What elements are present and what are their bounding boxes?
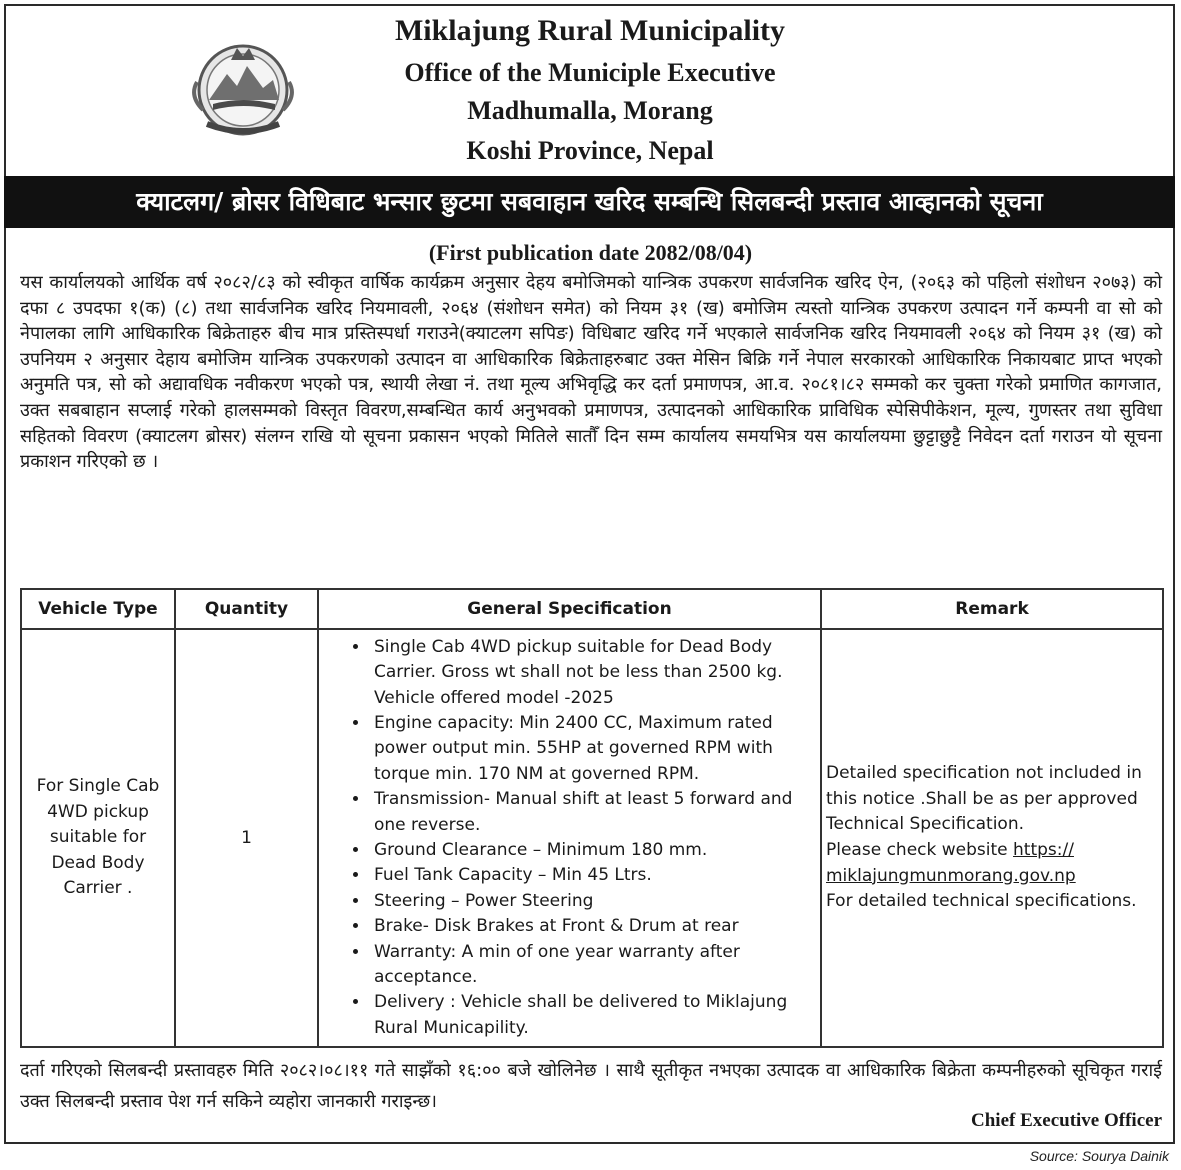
source-credit: Source: Sourya Dainik (1029, 1148, 1169, 1164)
spec-item: • Engine capacity: Min 2400 CC, Maximum rated power output min. 55HP at governed RPM with torque min. 170 NM at governed RPM. (370, 711, 819, 787)
remark-footer-text: For detailed technical specifications. (826, 891, 1137, 912)
header-remark: Remark (821, 589, 1163, 629)
notice-title-banner: क्याटलग/ ब्रोसर विधिबाट भन्सार छुटमा सबवाहान खरिद सम्बन्धि सिलबन्दी प्रस्ताव आव्हानको सूचना (4, 176, 1175, 228)
spec-item: • Warranty: A min of one year warranty after acceptance. (370, 940, 819, 991)
spec-item: • Ground Clearance – Minimum 180 mm. (370, 838, 819, 863)
header-vehicle-type: Vehicle Type (21, 589, 175, 629)
cell-general-specification (318, 629, 821, 1047)
specification-table (20, 588, 1164, 1048)
spec-item: • Single Cab 4WD pickup suitable for Dead Body Carrier. Gross wt shall not be less than 2500 kg. Vehicle offered model -2025 (370, 635, 819, 711)
spec-item: • Transmission- Manual shift at least 5 forward and one reverse. (370, 787, 819, 838)
cell-vehicle-type: For Single Cab 4WD pickup suitable for Dead Body Carrier . (21, 629, 175, 1047)
publication-date: (First publication date 2082/08/04) (428, 240, 753, 265)
spec-item: • Fuel Tank Capacity – Min 45 Ltrs. (370, 863, 819, 888)
municipality-name: Miklajung Rural Municipality (394, 14, 786, 47)
office-province: Koshi Province, Nepal (466, 136, 714, 165)
spec-item: • Steering – Power Steering (370, 889, 819, 914)
remark-website-label: Please check website (826, 840, 1008, 860)
nepal-government-emblem-icon (183, 38, 303, 138)
header-quantity: Quantity (175, 589, 318, 629)
spec-item: • Brake- Disk Brakes at Front & Drum at rear (370, 914, 819, 939)
closing-paragraph: दर्ता गरिएको सिलबन्दी प्रस्तावहरु मिति २०८२।०८।११ गते साझँको १६:०० बजे खोलिनेछ । साथै सूतीकृत नभएका उत्पादक वा आधिकारिक बिक्रेता कम्पनीहरुको सूचिकृत गराई उक्त सिलबन्दी प्रस्ताव पेश गर्न सकिने व्यहोरा जानकारी गराइन्छ। (20, 1060, 1162, 1112)
cell-quantity: 1 (175, 629, 318, 1047)
spec-item: • Delivery : Vehicle shall be delivered to Miklajung Rural Municapility. (370, 990, 819, 1041)
specification-list (320, 635, 819, 1042)
notice-body-paragraph: यस कार्यालयको आर्थिक वर्ष २०८२/८३ को स्वीकृत वार्षिक कार्यक्रम अनुसार देहय बमोजिमको यान्त्रिक उपकरण सार्वजनिक खरिद ऐन, (२०६३ को पहिलो संशोधन २०७३) को दफा ८ उपदफा १(क) (८) तथा सार्वजनिक खरिद नियमावली, २०६४ (संशोधन समेत) को नियम ३१ (ख) बमोजिम त्यस्तो यान्त्रिक उपकरण उत्पादन गर्ने कम्पनी वा सो को नेपालका लागि आधिकारिक बिक्रेताहरु बीच मात्र प्रस्तिस्पर्धा गराउने(क्याटलग सपिङ) विधिबाट खरिद गर्ने भएकाले सार्वजनिक खरिद नियमावली २०६४ को नियम ३१ (ख) को उपनियम २ अनुसार देहाय बमोजिम यान्त्रिक उपकरणको उत्पादन वा आधिकारिक बिक्रेताहरुबाट उक्त मेसिन बिक्रि गर्ने नेपाल सरकारको आधिकारिक निकायबाट प्राप्त भएको अनुमति पत्र, सो को अद्यावधिक नवीकरण भएको पत्र, स्थायी लेखा नं. तथा मूल्य अभिवृद्धि कर दर्ता प्रमाणपत्र, आ.व. २०८१।८२ सम्मको कर चुक्ता गरेको प्रमाणित कागजात, उक्त सबबाहान सप्लाई गरेको हालसम्मको विस्तृत विवरण,सम्बन्धित कार्य अनुभवको प्रमाणपत्र, उत्पादनको आधिकारिक प्राविधिक स्पेसिपीकेशन, मूल्य, गुणस्तर तथा सुविधा सहितको विवरण (क्याटलग ब्रोसर) संलग्न राखि यो सूचना प्रकासन भएको मितिले सातौँ दिन सम्म कार्यालय समयभित्र यस कार्यालयमा छुट्टाछुट्टै निवेदन दर्ता गराउन यो सूचना प्रकाशन गरिएको छ । (20, 272, 1162, 473)
cell-remark (821, 629, 1163, 1047)
office-name: Office of the Municiple Executive (404, 58, 776, 87)
table-header-row (21, 589, 1163, 629)
remark-text: Detailed specification not included in this notice .Shall be as per approved Technical Specification. (826, 763, 1142, 835)
office-address: Madhumalla, Morang (467, 96, 713, 125)
signatory-title: Chief Executive Officer (971, 1110, 1162, 1131)
header-general-specification: General Specification (318, 589, 821, 629)
table-row (21, 629, 1163, 1047)
municipality-website-link[interactable]: https:// miklajungmunmorang.gov.np (826, 840, 1076, 886)
